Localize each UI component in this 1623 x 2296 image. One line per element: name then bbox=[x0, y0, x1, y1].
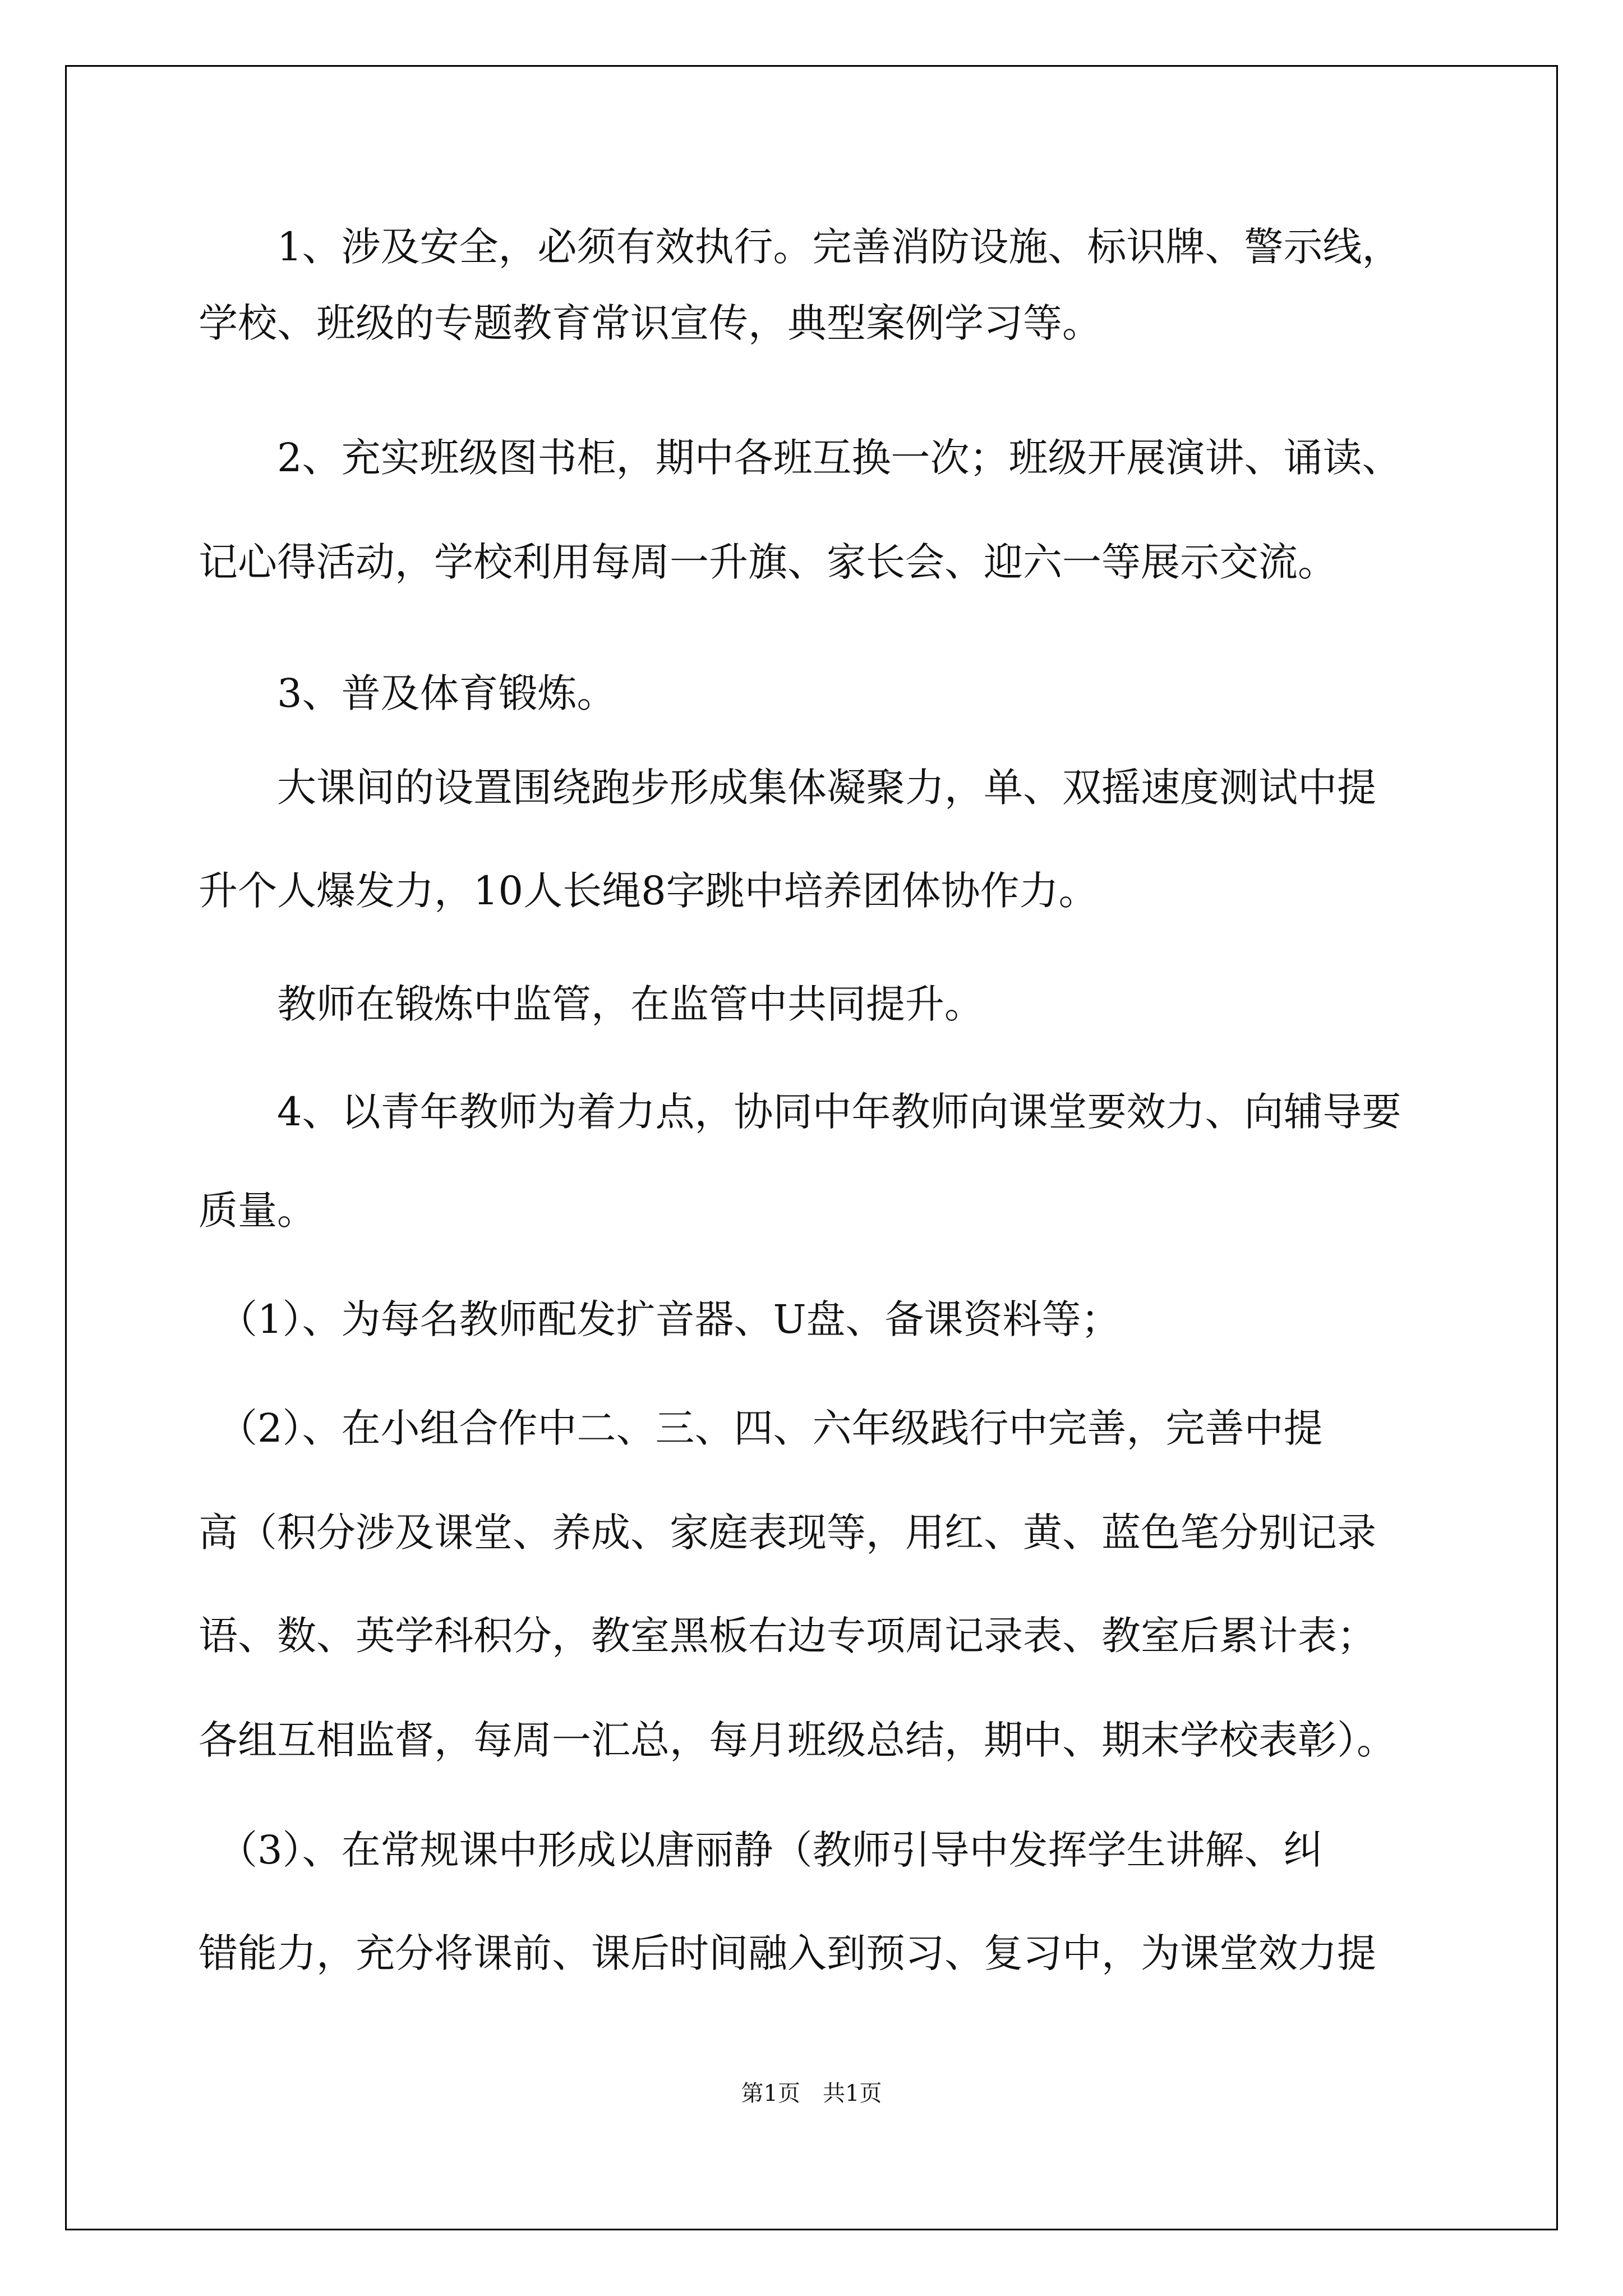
line-12: （2）、在小组合作中二、三、四、六年级践行中完善，完善中提 bbox=[199, 1405, 1323, 1451]
line-10: 质量。 bbox=[199, 1188, 316, 1234]
line-1: 1、涉及安全，必须有效执行。完善消防设施、标识牌、警示线， bbox=[199, 224, 1401, 270]
page-border bbox=[65, 65, 1558, 2230]
line-8: 教师在锻炼中监管，在监管中共同提升。 bbox=[199, 981, 984, 1027]
line-14: 语、数、英学科积分，教室黑板右边专项周记录表、教室后累计表； bbox=[199, 1613, 1376, 1659]
page-footer: 第1页 共1页 bbox=[741, 2081, 882, 2106]
line-3: 2、充实班级图书柜，期中各班互换一次；班级开展演讲、诵读、 bbox=[199, 435, 1401, 481]
line-5: 3、普及体育锻炼。 bbox=[199, 670, 616, 716]
line-13: 高（积分涉及课堂、养成、家庭表现等，用红、黄、蓝色笔分别记录 bbox=[199, 1510, 1376, 1556]
line-4: 记心得活动，学校利用每周一升旗、家长会、迎六一等展示交流。 bbox=[199, 539, 1337, 585]
line-2: 学校、班级的专题教育常识宣传，典型案例学习等。 bbox=[199, 300, 1101, 346]
line-16: （3）、在常规课中形成以唐丽静（教师引导中发挥学生讲解、纠 bbox=[199, 1827, 1323, 1873]
line-11: （1）、为每名教师配发扩音器、U盘、备课资料等； bbox=[199, 1296, 1121, 1342]
line-7: 升个人爆发力，10人长绳8字跳中培养团体协作力。 bbox=[199, 868, 1098, 914]
line-15: 各组互相监督，每周一汇总，每月班级总结，期中、期末学校表彰）。 bbox=[199, 1717, 1396, 1763]
line-9: 4、以青年教师为着力点，协同中年教师向课堂要效力、向辅导要 bbox=[199, 1089, 1401, 1135]
line-17: 错能力，充分将课前、课后时间融入到预习、复习中，为课堂效力提 bbox=[199, 1930, 1376, 1976]
line-6: 大课间的设置围绕跑步形成集体凝聚力，单、双摇速度测试中提 bbox=[199, 765, 1376, 811]
